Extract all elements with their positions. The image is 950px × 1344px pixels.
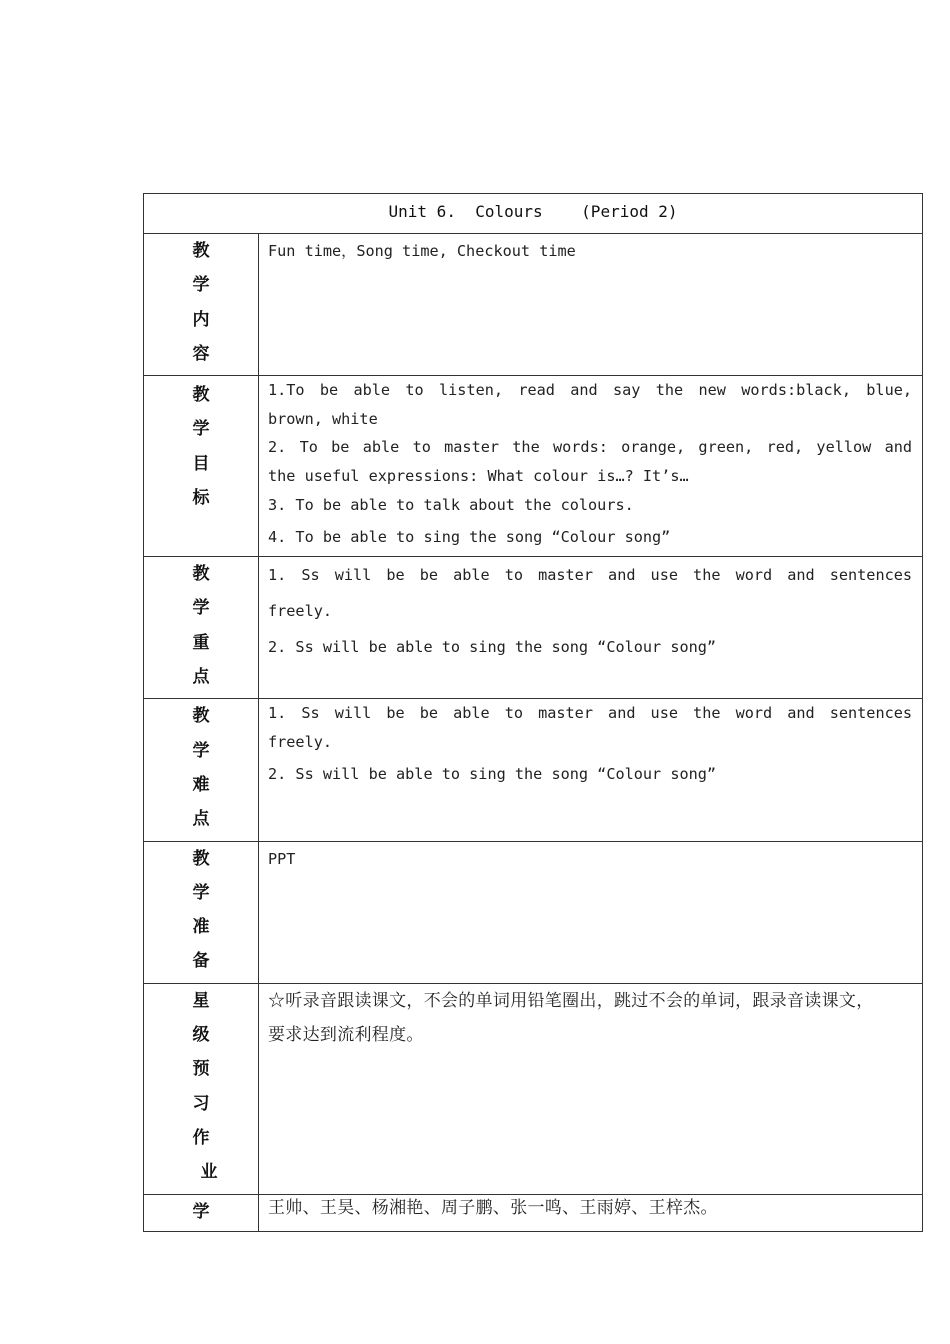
table-row-teaching-content xyxy=(144,234,923,376)
table-row-homework xyxy=(144,983,923,1194)
table-row-difficult-points xyxy=(144,699,923,841)
content-line: Fun time，Song time, Checkout time xyxy=(268,242,576,260)
row-content xyxy=(259,1194,923,1231)
row-label: 教 学 内 容 xyxy=(144,234,259,376)
lesson-plan-table xyxy=(143,193,923,1232)
row-content xyxy=(259,983,923,1194)
row-label: 教 学 重 点 xyxy=(144,557,259,699)
content-line: freely. xyxy=(268,602,333,621)
content-line: 2. Ss will be able to sing the song “Colour song” xyxy=(268,765,717,784)
row-label: 学 xyxy=(144,1194,259,1231)
content-line: 1. Ss will be be able to master and use the word and sentences xyxy=(268,566,913,585)
lesson-title: Unit 6. Colours (Period 2) xyxy=(144,194,923,234)
content-line: 2. Ss will be able to sing the song “Colour song” xyxy=(268,638,717,657)
content-line: brown, white xyxy=(268,409,378,428)
row-label: 教 学 难 点 xyxy=(144,699,259,841)
table-row-preparation xyxy=(144,841,923,983)
table-row-students xyxy=(144,1194,923,1231)
row-label: 教 学 准 备 xyxy=(144,841,259,983)
content-line: 3. To be able to talk about the colours. xyxy=(268,495,634,514)
content-line: PPT xyxy=(268,849,296,868)
content-line: the useful expressions: What colour is…? It’s… xyxy=(268,466,689,485)
row-content xyxy=(259,699,923,841)
content-line: 1. Ss will be be able to master and use the word and sentences xyxy=(268,704,913,723)
content-line: 要求达到流利程度。 xyxy=(268,1024,424,1045)
row-content xyxy=(259,234,923,376)
row-label: 教 学 目 标 xyxy=(144,376,259,557)
title-row xyxy=(144,194,923,234)
row-content xyxy=(259,841,923,983)
content-line: 1.To be able to listen, read and say the new words:black, blue, xyxy=(268,381,913,400)
content-line: freely. xyxy=(268,733,333,752)
content-line: 2. To be able to master the words: orange, green, red, yellow and xyxy=(268,438,913,457)
content-line: 王帅、王昊、杨湘艳、周子鹏、张一鸣、王雨婷、王梓杰。 xyxy=(268,1197,718,1218)
row-label: 星 级 预 习 作 业 xyxy=(144,983,259,1194)
row-content xyxy=(259,376,923,557)
content-line: ☆听录音跟读课文，不会的单词用铅笔圈出，跳过不会的单词，跟录音读课文， xyxy=(268,990,874,1011)
table-row-key-points xyxy=(144,557,923,699)
content-line: 4. To be able to sing the song “Colour song” xyxy=(268,528,671,547)
row-content xyxy=(259,557,923,699)
table-row-teaching-objectives xyxy=(144,376,923,557)
